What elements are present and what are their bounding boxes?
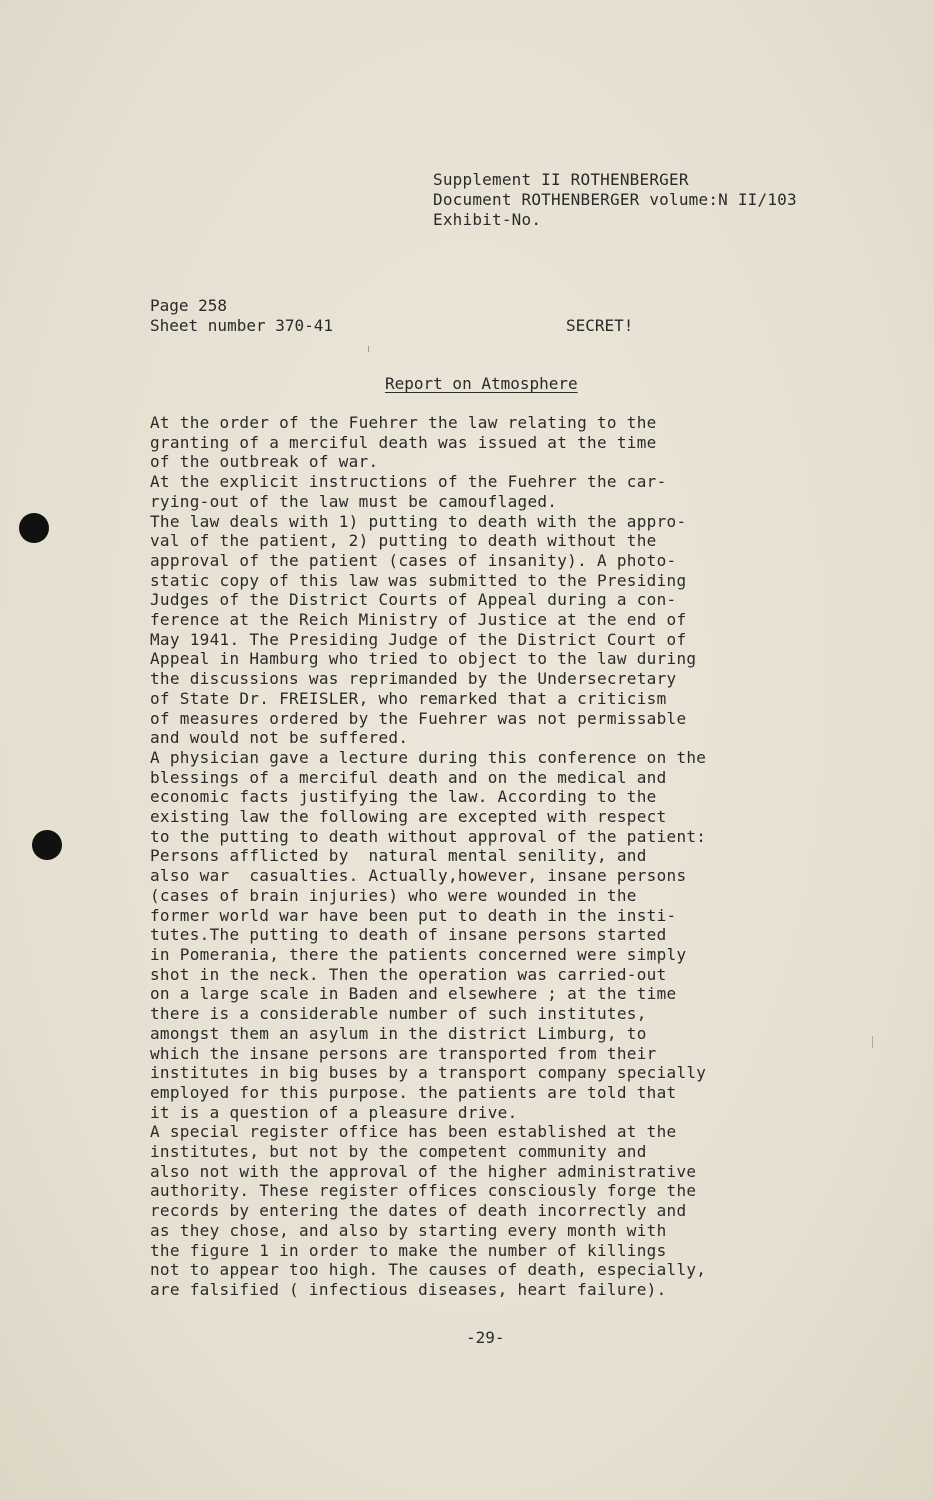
body-line: granting of a merciful death was issued at the time [150,432,657,452]
body-line: May 1941. The Presiding Judge of the District Court of [150,629,687,649]
body-line: former world war have been put to death in the insti- [150,905,677,925]
body-line: shot in the neck. Then the operation was carried-out [150,964,667,984]
document-reference-line: Document ROTHENBERGER volume:N II/103 [433,190,797,209]
body-line: also not with the approval of the higher administrative [150,1161,697,1181]
body-line: authority. These register offices consciously forge the [150,1181,697,1201]
body-line: employed for this purpose. the patients are told that [150,1082,677,1102]
body-line: A physician gave a lecture during this conference on the [150,747,707,767]
body-line: institutes, but not by the competent community and [150,1142,647,1162]
body-line: not to appear too high. The causes of death, especially, [150,1260,707,1280]
body-line: Judges of the District Courts of Appeal during a con- [150,590,677,610]
body-line: ference at the Reich Ministry of Justice at the end of [150,610,687,630]
page-reference: Page 258 [150,296,228,315]
body-line: amongst them an asylum in the district Limburg, to [150,1023,647,1043]
body-line: institutes in big buses by a transport company specially [150,1063,707,1083]
body-line: At the explicit instructions of the Fuehrer the car- [150,472,667,492]
body-line: the figure 1 in order to make the number of killings [150,1240,667,1260]
stray-mark [872,1036,873,1048]
body-line: (cases of brain injuries) who were wounded in the [150,885,637,905]
body-line: blessings of a merciful death and on the medical and [150,767,667,787]
body-line: are falsified ( infectious diseases, heart failure). [150,1279,667,1299]
body-line: it is a question of a pleasure drive. [150,1102,518,1122]
body-line: also war casualties. Actually,however, insane persons [150,866,687,886]
punch-hole [32,830,62,860]
stray-mark [368,346,369,352]
report-body [150,413,830,1300]
body-line: on a large scale in Baden and elsewhere ; at the time [150,984,677,1004]
body-line: there is a considerable number of such institutes, [150,1004,647,1024]
body-line: static copy of this law was submitted to the Presiding [150,570,687,590]
body-line: in Pomerania, there the patients concerned were simply [150,944,687,964]
body-line: val of the patient, 2) putting to death without the [150,531,657,551]
body-line: economic facts justifying the law. According to the [150,787,657,807]
body-line: At the order of the Fuehrer the law relating to the [150,413,657,432]
exhibit-line: Exhibit-No. [433,210,542,229]
body-line: Appeal in Hamburg who tried to object to the law during [150,649,697,669]
body-line: to the putting to death without approval of the patient: [150,826,707,846]
body-line: of measures ordered by the Fuehrer was not permissable [150,708,687,728]
supplement-line: Supplement II ROTHENBERGER [433,170,689,189]
body-line: tutes.The putting to death of insane persons started [150,925,667,945]
punch-hole [19,513,49,543]
sheet-number: Sheet number 370-41 [150,316,334,335]
body-line: as they chose, and also by starting every month with [150,1220,667,1240]
body-line: approval of the patient (cases of insanity). A photo- [150,550,677,570]
body-line: existing law the following are excepted with respect [150,807,667,827]
classification-label: SECRET! [566,316,634,335]
body-line: the discussions was reprimanded by the Undersecretary [150,669,677,689]
body-line: and would not be suffered. [150,728,409,748]
body-line: of State Dr. FREISLER, who remarked that a criticism [150,688,667,708]
body-line: which the insane persons are transported from their [150,1043,657,1063]
body-line: records by entering the dates of death incorrectly and [150,1201,687,1221]
body-line: of the outbreak of war. [150,452,379,472]
page-info [150,296,333,336]
body-line: rying-out of the law must be camouflaged. [150,491,558,511]
document-header [433,170,797,230]
body-line: Persons afflicted by natural mental senility, and [150,846,647,866]
report-title: Report on Atmosphere [385,374,578,393]
page-number: -29- [466,1328,505,1347]
body-line: The law deals with 1) putting to death with the appro- [150,511,687,531]
body-line: A special register office has been established at the [150,1122,677,1142]
